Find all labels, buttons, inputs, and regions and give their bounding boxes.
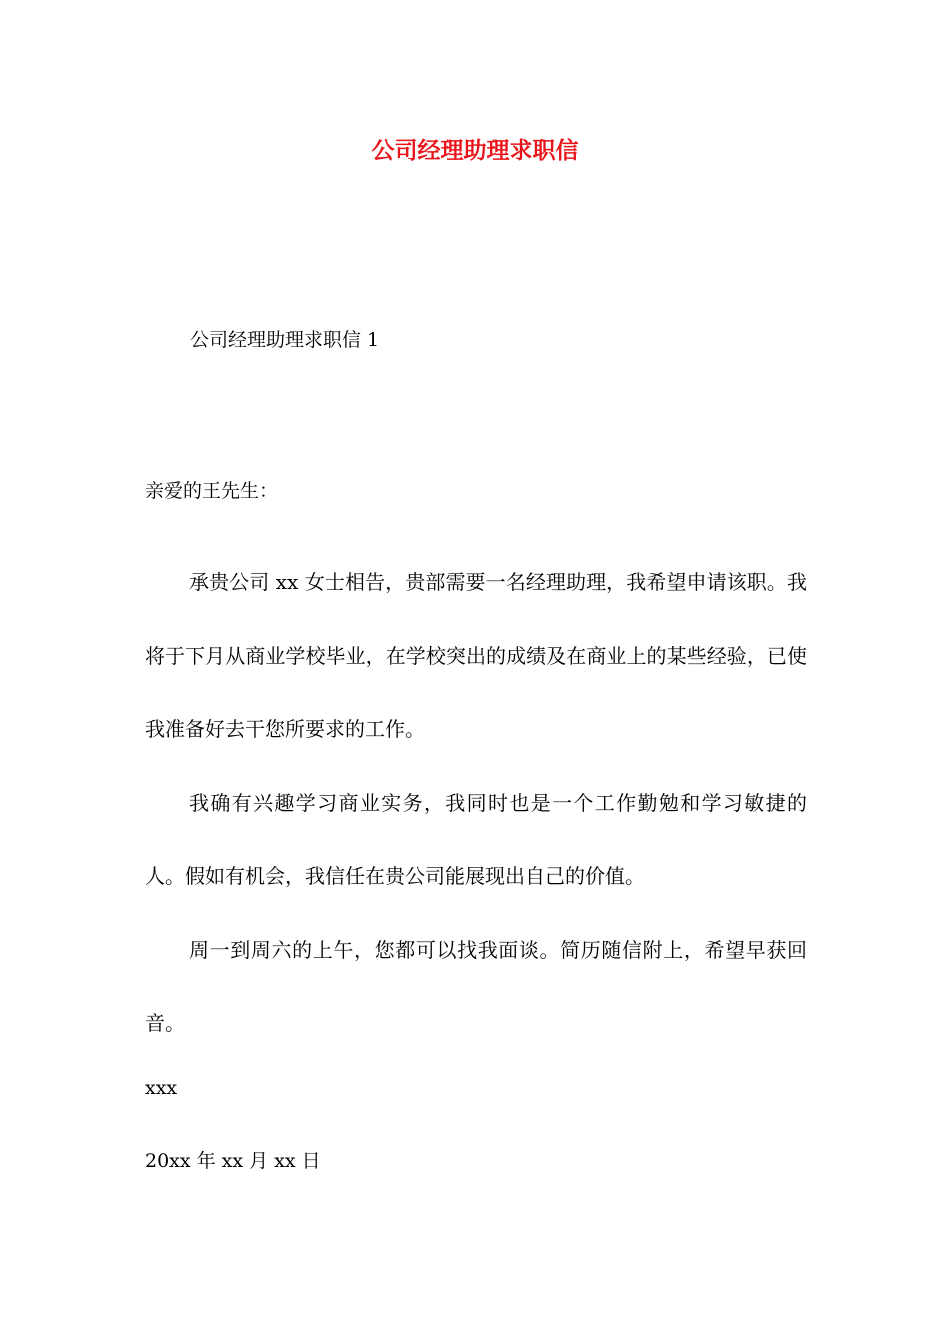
letter-date: 20xx 年 xx 月 xx 日 xyxy=(145,1150,321,1172)
letter-heading: 公司经理助理求职信 1 xyxy=(190,329,380,351)
body-paragraph-2: 我确有兴趣学习商业实务，我同时也是一个工作勤勉和学习敏捷的人。假如有机会，我信任在贵公司能展现出自己的价值。 xyxy=(145,790,807,888)
letter-signature: xxx xyxy=(145,1077,178,1099)
document-title: 公司经理助理求职信 xyxy=(371,138,579,164)
body-paragraph-3: 周一到周六的上午，您都可以找我面谈。简历随信附上，希望早获回音。 xyxy=(145,937,807,1035)
body-paragraph-1: 承贵公司 xx 女士相告，贵部需要一名经理助理，我希望申请该职。我将于下月从商业学校毕业，在学校突出的成绩及在商业上的某些经验，已使我准备好去干您所要求的工作。 xyxy=(145,570,807,741)
letter-greeting: 亲爱的王先生： xyxy=(145,480,279,502)
letter-body xyxy=(145,546,807,1061)
